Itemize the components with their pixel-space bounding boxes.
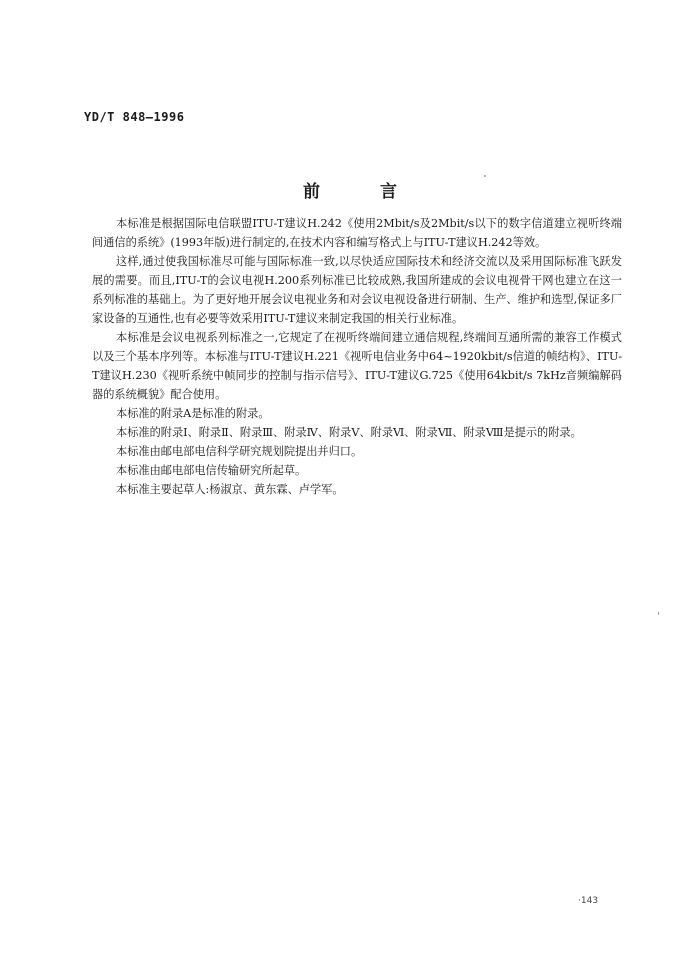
scan-speck <box>658 612 659 615</box>
paragraph-scope: 本标准是会议电视系列标准之一,它规定了在视听终端间建立通信规程,终端间互通所需的兼容工作模式以及三个基本序列等。本标准与ITU-T建议H.221《视听电信业务中64~1920kbit/s信道的帧结构》、ITU-T建议H.230《视听系统中帧同步的控制与指示信号》、ITU-T建议G.725《使用64kbit/s 7kHz音频编解码器的系统概貌》配合使用。 <box>92 331 622 401</box>
paragraph-drafters: 本标准主要起草人:杨淑京、黄东霖、卢学军。 <box>116 483 344 496</box>
paragraph-rationale: 这样,通过使我国标准尽可能与国际标准一致,以尽快适应国际技术和经济交流以及采用国际标准飞跃发展的需要。而且,ITU-T的会议电视H.200系列标准已比较成熟,我国所建成的会议电视骨干网也建立在这一系列标准的基础上。为了更好地开展会议电视业务和对会议电视设备进行研制、生产、维护和选型,保证多厂家设备的互通性,也有必要等效采用ITU-T建议来制定我国的相关行业标准。 <box>92 255 622 325</box>
scan-speck <box>484 175 486 177</box>
page-title-char-1: 前 <box>303 182 320 202</box>
page-number: ·143 <box>578 896 599 906</box>
page-title <box>0 177 700 202</box>
paragraph-proposer: 本标准由邮电部电信科学研究规划院提出并归口。 <box>116 445 363 458</box>
page-title-char-2: 言 <box>380 182 397 202</box>
foreword-body <box>92 214 622 499</box>
paragraph-normative-annex: 本标准的附录A是标准的附录。 <box>116 407 270 420</box>
standard-code: YD/T 848—1996 <box>84 110 185 124</box>
paragraph-basis: 本标准是根据国际电信联盟ITU-T建议H.242《使用2Mbit/s及2Mbit/s以下的数字信道建立视听终端间通信的系统》(1993年版)进行制定的,在技术内容和编写格式上与ITU-T建议H.242等效。 <box>92 217 622 249</box>
paragraph-informative-annexes: 本标准的附录Ⅰ、附录Ⅱ、附录Ⅲ、附录Ⅳ、附录Ⅴ、附录Ⅵ、附录Ⅶ、附录Ⅷ是提示的附录。 <box>116 426 582 439</box>
paragraph-drafter-org: 本标准由邮电部电信传输研究所起草。 <box>116 464 307 477</box>
